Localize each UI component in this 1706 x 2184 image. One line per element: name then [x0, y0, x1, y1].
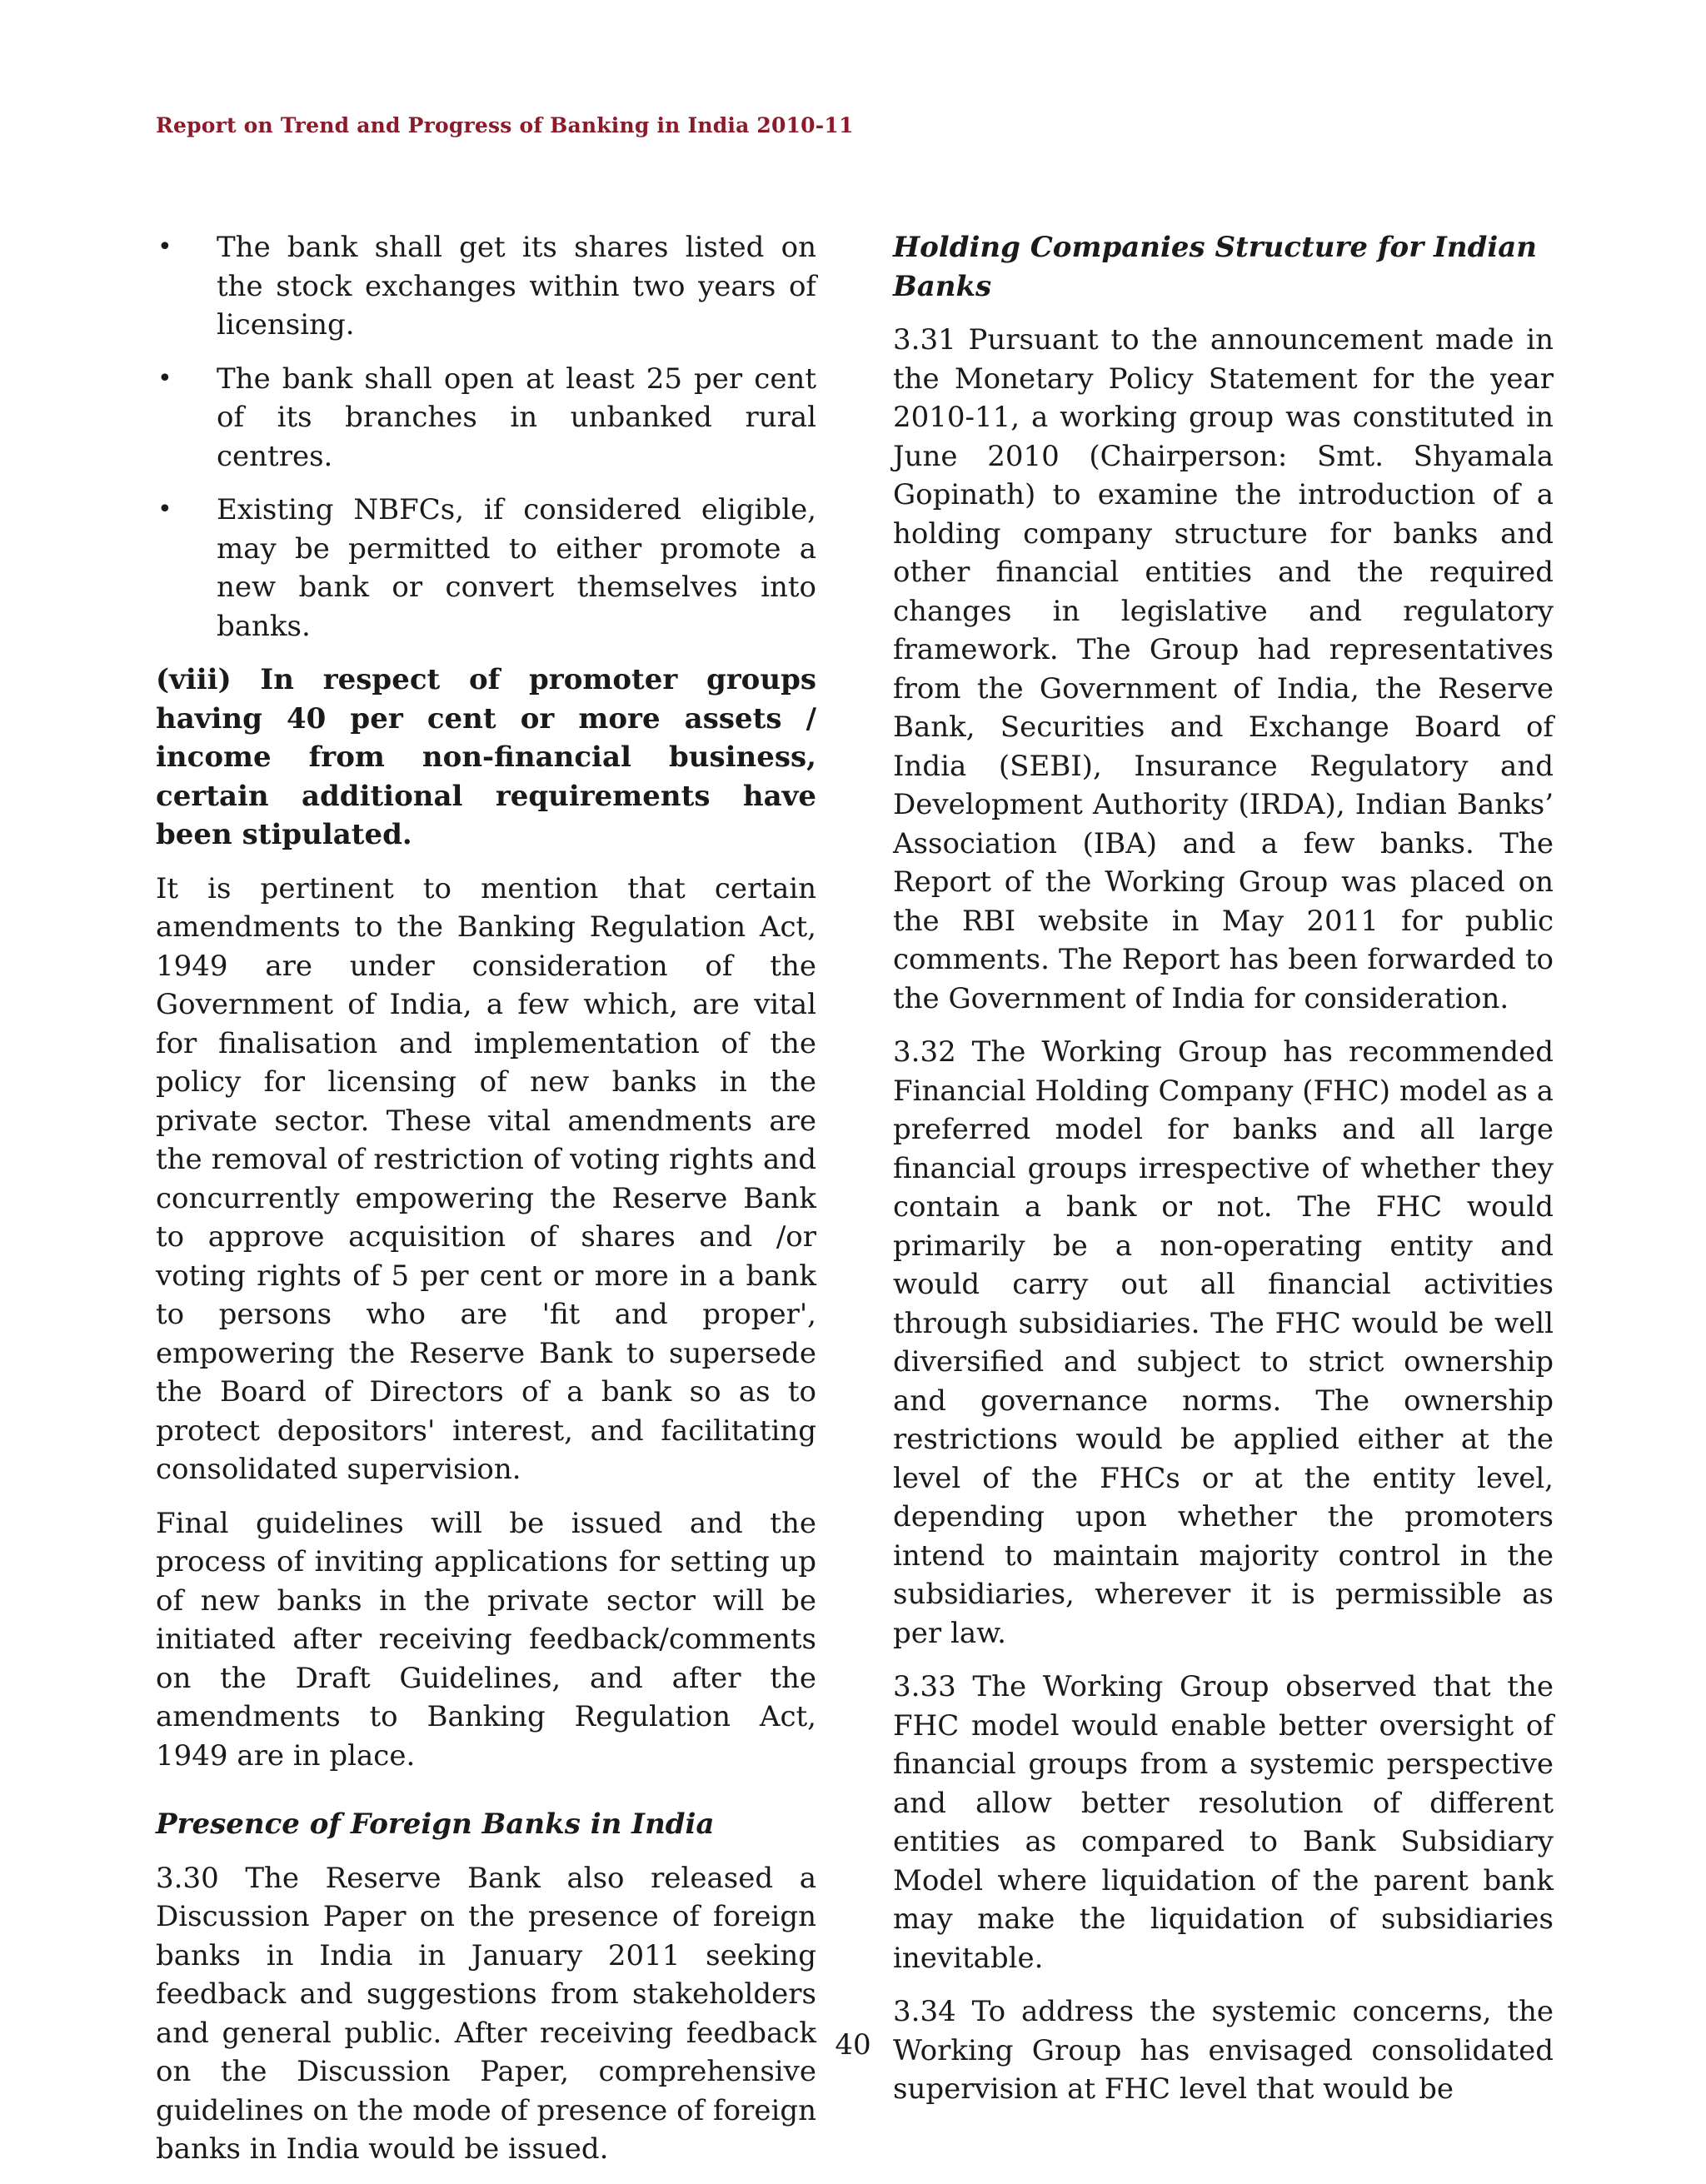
list-item-text: The bank shall open at least 25 per cent of its branches in unbanked rural centres.	[217, 362, 816, 473]
list-item-text: The bank shall get its shares listed on the stock exchanges within two years of licensing.	[217, 231, 816, 342]
paragraph-3-31: 3.31 Pursuant to the announcement made in the Monetary Policy Statement for the year 2010-11, a working group was constituted in June 2010 (Chairperson: Smt. Shyamala Gopinath) to examine the introduction of a holding company structure for banks and other financial entities and the required changes in legislative and regulatory framework. The Group had representatives from the Government of India, the Reserve Bank, Securities and Exchange Board of India (SEBI), Insurance Regulatory and Development Authority (IRDA), Indian Banks’ Association (IBA) and a few banks. The Report of the Working Group was placed on the RBI website in May 2011 for public comments. The Report has been forwarded to the Government of India for consideration.	[893, 323, 1554, 1015]
list-item	[156, 491, 816, 646]
section-heading-foreign-banks: Presence of Foreign Banks in India	[156, 1808, 715, 1841]
bullet-icon: •	[157, 363, 172, 393]
paragraph-3-32: 3.32 The Working Group has recommended Financial Holding Company (FHC) model as a preferred model for banks and all large financial groups irrespective of whether they contain a bank or not. The FHC would primarily be a non-operating entity and would carry out all financial activities through subsidiaries. The FHC would be well diversified and subject to strict ownership and governance norms. The ownership restrictions would be applied either at the level of the FHCs or at the entity level, depending upon whether the promoters intend to maintain majority control in the subsidiaries, wherever it is permissible as per law.	[893, 1035, 1554, 1650]
page-number: 40	[835, 2028, 871, 2062]
list-item-text: Existing NBFCs, if considered eligible, may be permitted to either promote a new bank or convert themselves into banks.	[217, 493, 816, 643]
licensing-conditions-list	[156, 228, 816, 646]
paragraph-3-34: 3.34 To address the systemic concerns, the Working Group has envisaged consolidated supervision at FHC level that would be	[893, 1995, 1554, 2106]
bullet-icon: •	[157, 495, 172, 524]
amendments-paragraph: It is pertinent to mention that certain amendments to the Banking Regulation Act, 1949 are under consideration of the Government of India, a few which, are vital for finalisation and implementation of the policy for licensing of new banks in the private sector. These vital amendments are the removal of restriction of voting rights and concurrently empowering the Reserve Bank to approve acquisition of shares and /or voting rights of 5 per cent or more in a bank to persons who are 'fit and proper', empowering the Reserve Bank to supersede the Board of Directors of a bank so as to protect depositors' interest, and facilitating consolidated supervision.	[156, 871, 816, 1486]
section-heading-holding-companies: Holding Companies Structure for Indian Banks	[893, 231, 1538, 303]
list-item	[156, 360, 816, 476]
running-header: Report on Trend and Progress of Banking in India 2010-11	[156, 113, 854, 137]
promoter-groups-clause: (viii) In respect of promoter groups having 40 per cent or more assets / income from non-financial business, certain additional requirements have been stipulated.	[156, 663, 816, 851]
list-item	[156, 228, 816, 345]
bullet-icon: •	[157, 232, 172, 262]
final-guidelines-paragraph: Final guidelines will be issued and the process of inviting applications for setting up of new banks in the private sector will be initiated after receiving feedback/comments on the Draft Guidelines, and after the amendments to Banking Regulation Act, 1949 are in place.	[156, 1506, 816, 1773]
paragraph-3-30: 3.30 The Reserve Bank also released a Discussion Paper on the presence of foreign banks in India in January 2011 seeking feedback and suggestions from stakeholders and general public. After receiving feedback on the Discussion Paper, comprehensive guidelines on the mode of presence of foreign banks in India would be issued.	[156, 1861, 816, 2166]
paragraph-3-33: 3.33 The Working Group observed that the FHC model would enable better oversight of financial groups from a systemic perspective and allow better resolution of different entities as compared to Bank Subsidiary Model where liquidation of the parent bank may make the liquidation of subsidiaries inevitable.	[893, 1670, 1554, 1975]
right-column	[893, 228, 1554, 2124]
left-column	[156, 228, 816, 2184]
